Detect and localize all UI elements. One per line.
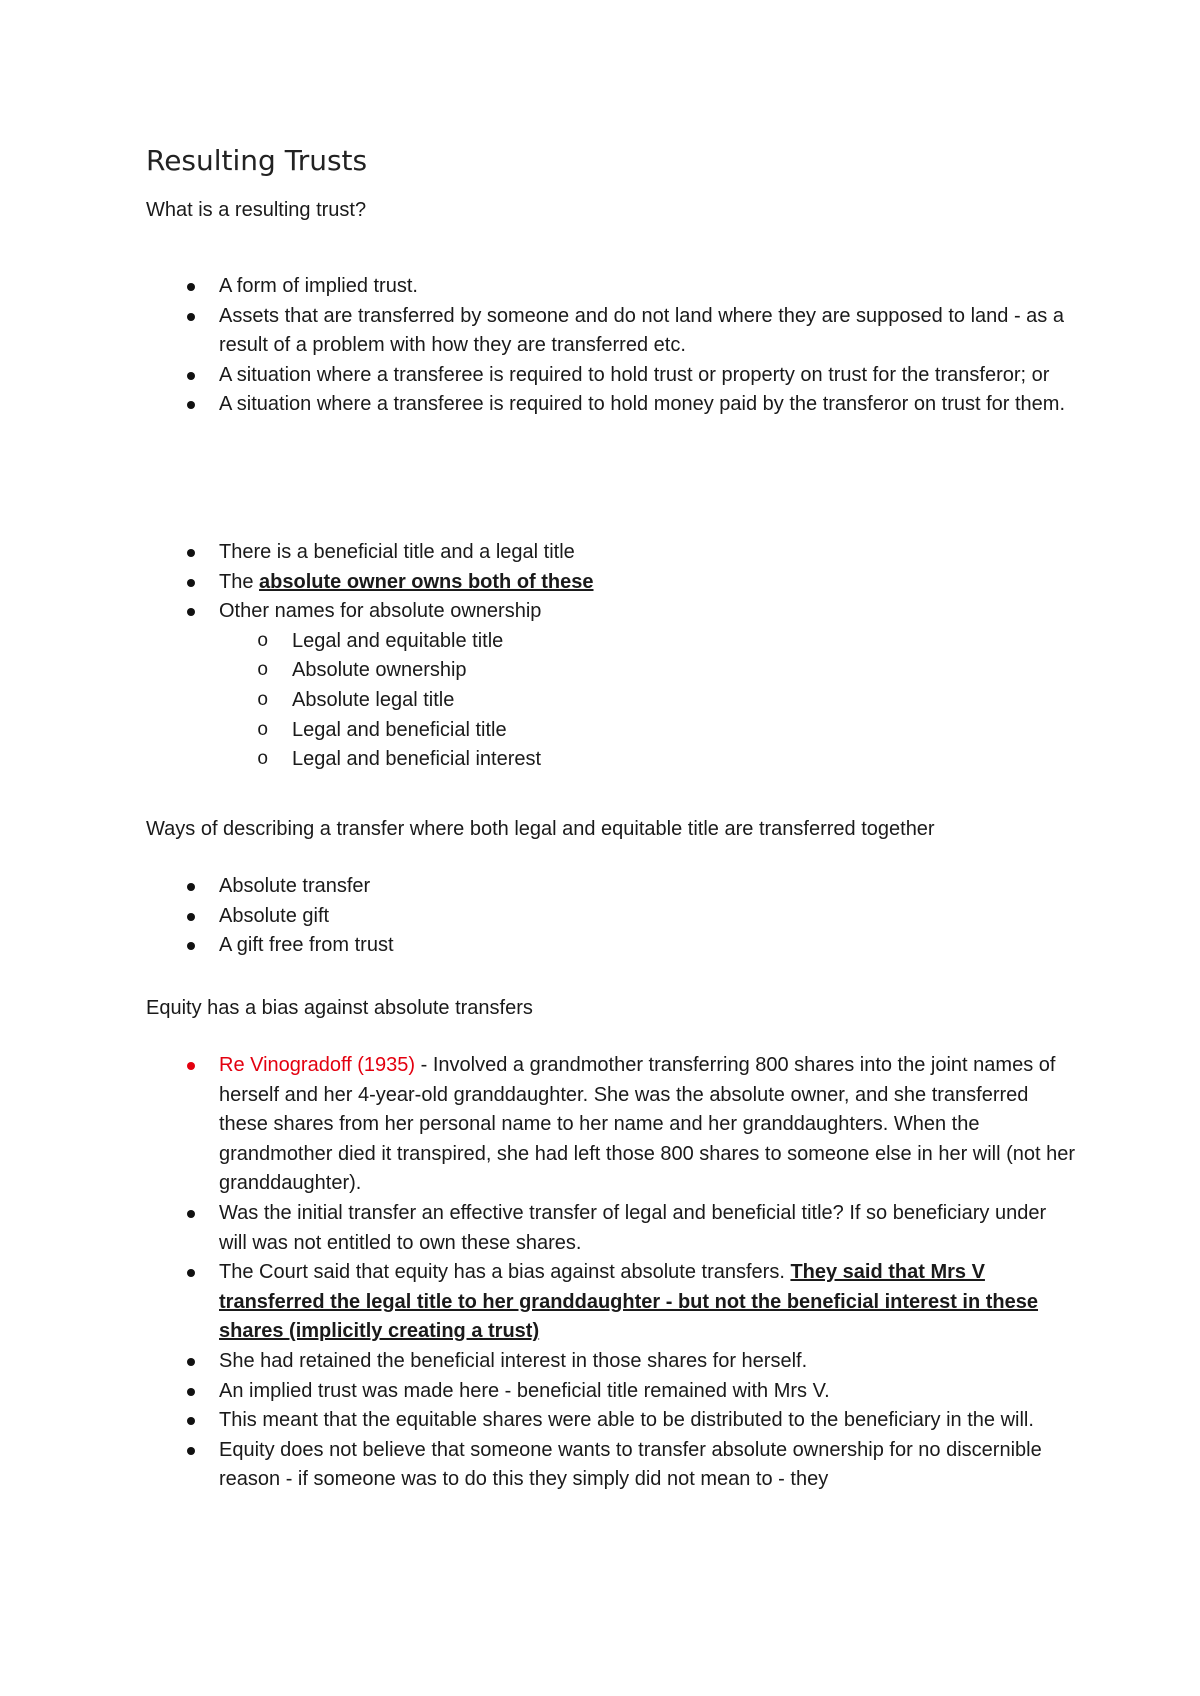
ways-heading: Ways of describing a transfer where both legal and equitable title are transferred together [146, 818, 935, 840]
list-item: A situation where a transferee is required to hold money paid by the transferor on trust for them. [146, 390, 1076, 420]
case-name: Re Vinogradoff (1935) [219, 1054, 416, 1076]
list-item: Assets that are transferred by someone and do not land where they are supposed to land - as a result of a problem with how they are transferred etc. [146, 302, 1076, 361]
case-item: Re Vinogradoff (1935) - Involved a grandmother transferring 800 shares into the joint names of herself and her 4-year-old granddaughter. She was the absolute owner, and she transferred these shares from her personal name to her name and her granddaughters. When the grandmother died it transpired, she had left those 800 shares to someone else in her will (not her granddaughter). [146, 1051, 1076, 1199]
list-item: An implied trust was made here - beneficial title remained with Mrs V. [146, 1377, 1076, 1407]
sub-list [219, 627, 1076, 775]
list-item: She had retained the beneficial interest in those shares for herself. [146, 1347, 1076, 1377]
list-item: Was the initial transfer an effective transfer of legal and beneficial title? If so beneficiary under will was not entitled to own these shares. [146, 1199, 1076, 1258]
list-item: Other names for absolute ownership o Legal and equitable title o Absolute ownership o Absolute legal title o Legal and beneficial title o Legal and beneficial interest [146, 597, 1076, 775]
question-heading: What is a resulting trust? [146, 199, 367, 221]
emphasis-text: They said that Mrs V transferred the legal title to her granddaughter - but not the beneficial interest in these shares (implicitly creating a trust) [219, 1261, 1039, 1343]
document-title: Resulting Trusts [146, 144, 368, 177]
list-item: This meant that the equitable shares were able to be distributed to the beneficiary in the will. [146, 1406, 1076, 1436]
list-item: The absolute owner owns both of these [146, 568, 1076, 598]
bias-heading: Equity has a bias against absolute transfers [146, 997, 533, 1019]
sub-list-item: o Legal and equitable title [219, 627, 1076, 657]
list-item: There is a beneficial title and a legal title [146, 538, 1076, 568]
sub-list-item: o Legal and beneficial title [219, 716, 1076, 746]
list-item: A gift free from trust [146, 931, 1076, 961]
emphasis-text: absolute owner owns both of these [259, 570, 594, 593]
definition-list [146, 272, 1076, 420]
list-item: Absolute transfer [146, 872, 1076, 902]
list-item: A form of implied trust. [146, 272, 1076, 302]
case-list [146, 1051, 1076, 1495]
sub-list-item: o Absolute legal title [219, 686, 1076, 716]
sub-list-item: o Absolute ownership [219, 656, 1076, 686]
list-item: Absolute gift [146, 902, 1076, 932]
sub-list-item: o Legal and beneficial interest [219, 745, 1076, 775]
list-item: The Court said that equity has a bias against absolute transfers. They said that Mrs V transferred the legal title to her granddaughter - but not the beneficial interest in these shares (implicitly creating a trust) [146, 1258, 1076, 1347]
ways-list [146, 872, 1076, 961]
title-list [146, 538, 1076, 775]
list-item: A situation where a transferee is required to hold trust or property on trust for the transferor; or [146, 361, 1076, 391]
list-item: Equity does not believe that someone wants to transfer absolute ownership for no discernible reason - if someone was to do this they simply did not mean to - they [146, 1436, 1076, 1495]
